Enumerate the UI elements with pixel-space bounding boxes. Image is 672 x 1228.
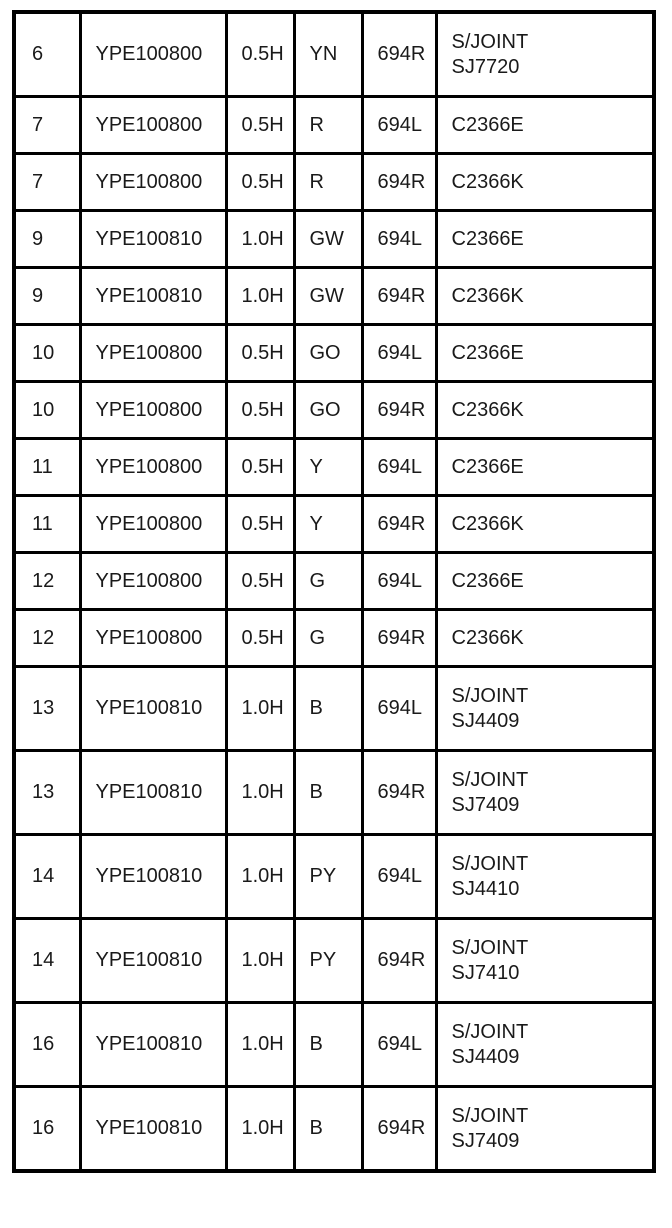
table-row — [14, 751, 654, 835]
terminal-cell: 694R — [362, 382, 436, 439]
circuit-number-cell: 11 — [14, 496, 80, 553]
part-number-cell: YPE100800 — [80, 382, 226, 439]
table-row — [14, 835, 654, 919]
circuit-number-cell: 12 — [14, 610, 80, 667]
part-number-cell: YPE100800 — [80, 553, 226, 610]
wire-size-cell: 0.5H — [226, 325, 294, 382]
wire-size-cell: 0.5H — [226, 496, 294, 553]
wire-color-cell: B — [294, 667, 362, 751]
connection-line: S/JOINT — [451, 1020, 529, 1043]
wire-color-cell: B — [294, 1087, 362, 1172]
terminal-cell: 694L — [362, 97, 436, 154]
terminal-cell: 694L — [362, 325, 436, 382]
wire-color-cell: GO — [294, 382, 362, 439]
connection-cell — [436, 667, 654, 751]
circuit-number-cell: 16 — [14, 1087, 80, 1172]
table-row — [14, 667, 654, 751]
wire-size-cell: 0.5H — [226, 12, 294, 97]
part-number-cell: YPE100810 — [80, 667, 226, 751]
circuit-number-cell: 9 — [14, 211, 80, 268]
connection-line: C2366E — [451, 341, 524, 364]
connection-line: S/JOINT — [451, 1104, 529, 1127]
wire-size-cell: 1.0H — [226, 268, 294, 325]
circuit-number-cell: 14 — [14, 835, 80, 919]
wire-size-cell: 1.0H — [226, 1003, 294, 1087]
wire-color-cell: B — [294, 751, 362, 835]
wire-size-cell: 1.0H — [226, 919, 294, 1003]
terminal-cell: 694L — [362, 835, 436, 919]
wire-color-cell: G — [294, 553, 362, 610]
connection-cell — [436, 211, 654, 268]
connection-cell — [436, 610, 654, 667]
connection-line: C2366E — [451, 113, 524, 136]
terminal-cell: 694L — [362, 211, 436, 268]
connection-line: C2366K — [451, 626, 524, 649]
connection-cell — [436, 154, 654, 211]
connection-line: SJ4409 — [451, 709, 520, 732]
wire-color-cell: YN — [294, 12, 362, 97]
wire-color-cell: GO — [294, 325, 362, 382]
connection-line: SJ7409 — [451, 793, 520, 816]
terminal-cell: 694L — [362, 1003, 436, 1087]
connection-line: SJ7720 — [451, 55, 520, 78]
terminal-cell: 694R — [362, 154, 436, 211]
part-number-cell: YPE100810 — [80, 751, 226, 835]
connection-cell — [436, 382, 654, 439]
part-number-cell: YPE100800 — [80, 610, 226, 667]
connection-line: S/JOINT — [451, 852, 529, 875]
terminal-cell: 694R — [362, 919, 436, 1003]
connection-line: S/JOINT — [451, 936, 529, 959]
connection-line: SJ4409 — [451, 1045, 520, 1068]
circuit-number-cell: 7 — [14, 154, 80, 211]
part-number-cell: YPE100800 — [80, 12, 226, 97]
wire-color-cell: R — [294, 97, 362, 154]
part-number-cell: YPE100800 — [80, 325, 226, 382]
circuit-number-cell: 10 — [14, 325, 80, 382]
circuit-number-cell: 9 — [14, 268, 80, 325]
connection-line: C2366K — [451, 398, 524, 421]
part-number-cell: YPE100800 — [80, 97, 226, 154]
wire-size-cell: 0.5H — [226, 97, 294, 154]
part-number-cell: YPE100800 — [80, 439, 226, 496]
terminal-cell: 694R — [362, 12, 436, 97]
terminal-cell: 694L — [362, 553, 436, 610]
connection-line: C2366E — [451, 227, 524, 250]
connection-line: S/JOINT — [451, 30, 529, 53]
part-number-cell: YPE100810 — [80, 268, 226, 325]
wire-color-cell: Y — [294, 439, 362, 496]
table-row — [14, 325, 654, 382]
connection-cell — [436, 439, 654, 496]
table-row — [14, 12, 654, 97]
wire-color-cell: PY — [294, 835, 362, 919]
connection-cell — [436, 1087, 654, 1172]
wire-size-cell: 0.5H — [226, 382, 294, 439]
connection-line: S/JOINT — [451, 684, 529, 707]
circuit-number-cell: 13 — [14, 667, 80, 751]
terminal-cell: 694R — [362, 1087, 436, 1172]
wire-size-cell: 1.0H — [226, 1087, 294, 1172]
table-row — [14, 439, 654, 496]
table-row — [14, 211, 654, 268]
terminal-cell: 694L — [362, 439, 436, 496]
connection-line: C2366E — [451, 569, 524, 592]
table-row — [14, 1003, 654, 1087]
circuit-number-cell: 7 — [14, 97, 80, 154]
table-row — [14, 154, 654, 211]
connection-line: SJ7409 — [451, 1129, 520, 1152]
table-row — [14, 1087, 654, 1172]
wire-color-cell: Y — [294, 496, 362, 553]
part-number-cell: YPE100810 — [80, 835, 226, 919]
part-number-cell: YPE100810 — [80, 211, 226, 268]
part-number-cell: YPE100800 — [80, 496, 226, 553]
terminal-cell: 694R — [362, 610, 436, 667]
wire-table-body — [14, 12, 654, 1171]
wire-color-cell: B — [294, 1003, 362, 1087]
connection-cell — [436, 12, 654, 97]
wire-size-cell: 1.0H — [226, 211, 294, 268]
table-row — [14, 496, 654, 553]
circuit-number-cell: 10 — [14, 382, 80, 439]
wire-size-cell: 1.0H — [226, 667, 294, 751]
terminal-cell: 694R — [362, 496, 436, 553]
wire-size-cell: 1.0H — [226, 751, 294, 835]
connection-line: C2366K — [451, 512, 524, 535]
wire-size-cell: 1.0H — [226, 835, 294, 919]
wire-size-cell: 0.5H — [226, 610, 294, 667]
connection-line: C2366K — [451, 170, 524, 193]
connection-cell — [436, 325, 654, 382]
circuit-number-cell: 16 — [14, 1003, 80, 1087]
connection-line: SJ4410 — [451, 877, 520, 900]
wire-size-cell: 0.5H — [226, 154, 294, 211]
table-row — [14, 553, 654, 610]
connection-cell — [436, 1003, 654, 1087]
table-row — [14, 97, 654, 154]
connection-cell — [436, 919, 654, 1003]
table-row — [14, 268, 654, 325]
wire-size-cell: 0.5H — [226, 553, 294, 610]
table-row — [14, 610, 654, 667]
table-row — [14, 919, 654, 1003]
wire-color-cell: G — [294, 610, 362, 667]
terminal-cell: 694R — [362, 268, 436, 325]
connection-line: C2366E — [451, 455, 524, 478]
terminal-cell: 694L — [362, 667, 436, 751]
connection-cell — [436, 97, 654, 154]
wire-size-cell: 0.5H — [226, 439, 294, 496]
wire-color-cell: GW — [294, 268, 362, 325]
wire-color-cell: GW — [294, 211, 362, 268]
part-number-cell: YPE100810 — [80, 919, 226, 1003]
connection-line: SJ7410 — [451, 961, 520, 984]
connection-cell — [436, 496, 654, 553]
connection-cell — [436, 268, 654, 325]
circuit-number-cell: 12 — [14, 553, 80, 610]
circuit-number-cell: 11 — [14, 439, 80, 496]
part-number-cell: YPE100810 — [80, 1003, 226, 1087]
wire-table — [12, 10, 656, 1173]
connection-line: C2366K — [451, 284, 524, 307]
connection-cell — [436, 751, 654, 835]
table-row — [14, 382, 654, 439]
part-number-cell: YPE100810 — [80, 1087, 226, 1172]
connection-cell — [436, 835, 654, 919]
wire-color-cell: R — [294, 154, 362, 211]
wire-color-cell: PY — [294, 919, 362, 1003]
connection-cell — [436, 553, 654, 610]
connection-line: S/JOINT — [451, 768, 529, 791]
part-number-cell: YPE100800 — [80, 154, 226, 211]
terminal-cell: 694R — [362, 751, 436, 835]
circuit-number-cell: 14 — [14, 919, 80, 1003]
circuit-number-cell: 13 — [14, 751, 80, 835]
circuit-number-cell: 6 — [14, 12, 80, 97]
